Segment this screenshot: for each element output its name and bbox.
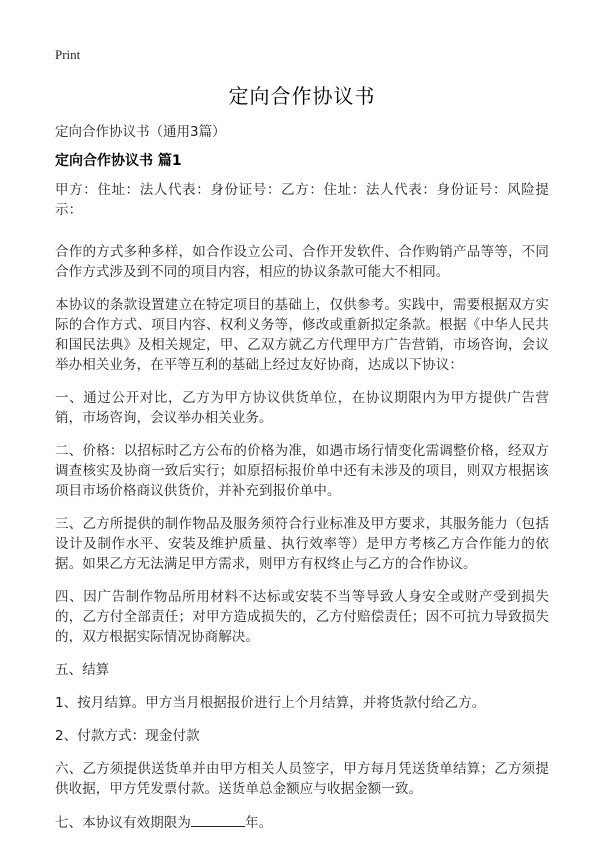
term-suffix: 年。 [245,815,273,831]
page-title: 定向合作协议书 [228,84,376,108]
paragraph-clause-1: 一、通过公开对比，乙方为甲方协议供货单位，在协议期限内为甲方提供广告营销，市场咨询，会议举办相关业务。 [55,390,549,426]
paragraph-settlement-2: 2、付款方式：现金付款 [55,728,200,744]
paragraph-clause-5-heading: 五、结算 [55,662,110,678]
paragraph-clause-2: 二、价格：以招标时乙方公布的价格为准，如遇市场行情变化需调整价格，经双方调查核实及协商一致后实行；如原招标报价单中还有未涉及的项目，则双方根据该项目市场价格商议供货价，并补充到报价单中。 [55,443,549,499]
term-prefix: 七、本协议有效期限为 [55,815,191,831]
paragraph-parties: 甲方：住址：法人代表：身份证号：乙方：住址：法人代表：身份证号：风险提示： [55,182,549,218]
paragraph-intro: 合作的方式多种多样，如合作设立公司、合作开发软件、合作购销产品等等，不同合作方式涉及到不同的项目内容，相应的协议条款可能大不相同。 [55,244,549,280]
paragraph-basis: 本协议的条款设置建立在特定项目的基础上，仅供参考。实践中，需要根据双方实际的合作方式、项目内容、权利义务等，修改或重新拟定条款。根据《中华人民共和国民法典》及相关规定，甲、乙双方就乙方代理甲方广告营销，市场咨询，会议举办相关业务，在平等互利的基础上经过友好协商，达成以下协议： [55,297,549,373]
print-label: Print [55,47,81,62]
document-body [55,180,549,846]
section-heading: 定向合作协议书 篇1 [55,153,182,169]
document-subtitle: 定向合作协议书（通用3篇） [55,124,226,140]
paragraph-clause-6: 六、乙方须提供送货单并由甲方相关人员签字，甲方每月凭送货单结算；乙方须提供收据，甲方凭发票付款。送货单总金额应与收据金额一致。 [55,761,549,797]
term-blank-field [191,812,245,827]
paragraph-settlement-1: 1、按月结算。甲方当月根据报价进行上个月结算，并将货款付给乙方。 [55,695,486,711]
paragraph-clause-4: 四、因广告制作物品所用材料不达标或安装不当等导致人身安全或财产受到损失的，乙方付全部责任；对甲方造成损失的，乙方付赔偿责任；因不可抗力导致损失的，双方根据实际情况协商解决。 [55,589,549,645]
paragraph-clause-7 [55,812,549,833]
paragraph-clause-3: 三、乙方所提供的制作物品及服务须符合行业标准及甲方要求，其服务能力（包括设计及制作水平、安装及维护质量、执行效率等）是甲方考核乙方合作能力的依据。如果乙方无法满足甲方需求，则甲方有权终止与乙方的合作协议。 [55,516,549,572]
